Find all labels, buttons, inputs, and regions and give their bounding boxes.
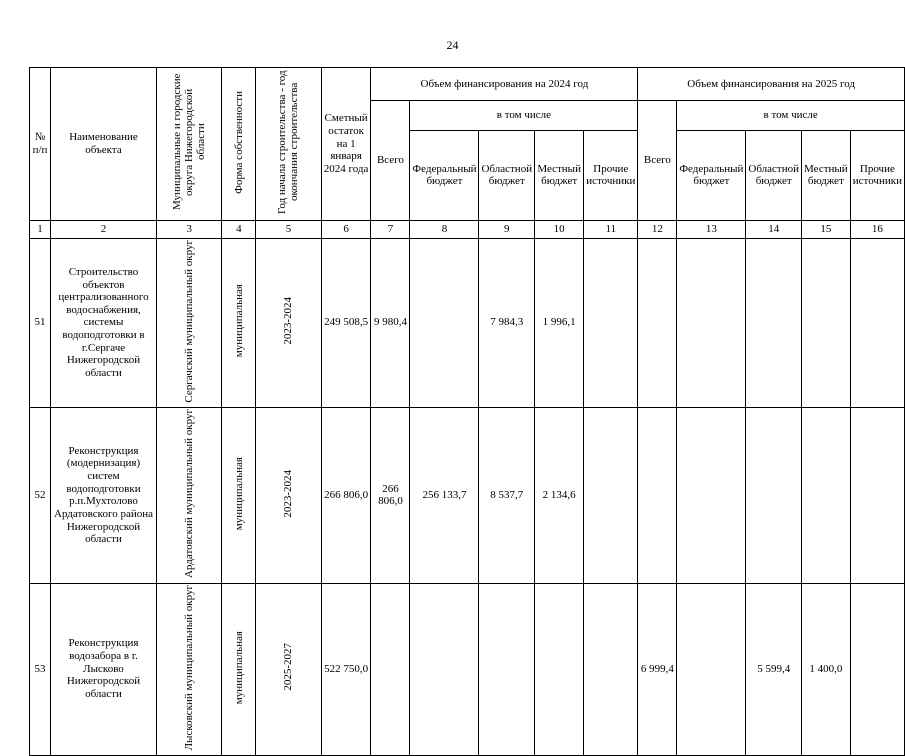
ownership: муниципальная	[232, 456, 245, 530]
remaining-cost: 249 508,5	[321, 238, 371, 407]
header-2024-federal: Федеральный бюджет	[410, 130, 479, 220]
header-row-1	[30, 68, 905, 101]
table-row	[30, 583, 905, 755]
fin-2024-federal	[410, 583, 479, 755]
ownership-cell	[222, 583, 256, 755]
municipality: Ардатовский муниципальный округ	[183, 408, 196, 578]
column-number: 8	[410, 220, 479, 238]
header-2025-including: в том числе	[677, 101, 905, 131]
header-2025-regional: Областной бюджет	[746, 130, 802, 220]
header-years: Год начала строительства - год окончания строительства	[276, 70, 301, 214]
fin-2024-other	[584, 238, 638, 407]
column-number: 9	[479, 220, 535, 238]
financing-table	[29, 67, 905, 756]
fin-2024-local: 1 996,1	[535, 238, 584, 407]
object-name: Реконструкция (модернизация) систем водоподготовки р.п.Мухтолово Ардатовского района Нижегородской области	[50, 407, 156, 583]
column-number: 10	[535, 220, 584, 238]
fin-2025-other	[850, 583, 904, 755]
municipality-cell	[157, 238, 222, 407]
header-fin-2024: Объем финансирования на 2024 год	[371, 68, 638, 101]
column-number: 16	[850, 220, 904, 238]
ownership-cell	[222, 238, 256, 407]
fin-2025-other	[850, 238, 904, 407]
header-2024-including: в том числе	[410, 101, 638, 131]
fin-2025-federal	[677, 583, 746, 755]
fin-2025-federal	[677, 407, 746, 583]
table-row	[30, 238, 905, 407]
fin-2025-total	[638, 407, 677, 583]
header-fin-2025: Объем финансирования на 2025 год	[638, 68, 905, 101]
fin-2024-total	[371, 583, 410, 755]
header-ownership-cell	[222, 68, 256, 221]
fin-2025-federal	[677, 238, 746, 407]
header-2024-total: Всего	[371, 101, 410, 221]
fin-2024-total: 266 806,0	[371, 407, 410, 583]
header-2024-regional: Областной бюджет	[479, 130, 535, 220]
header-remaining: Сметный остаток на 1 января 2024 года	[321, 68, 371, 221]
header-num: № п/п	[30, 68, 51, 221]
remaining-cost: 522 750,0	[321, 583, 371, 755]
column-number: 15	[802, 220, 851, 238]
municipality: Лысковский муниципальный округ	[183, 584, 196, 750]
column-number: 3	[157, 220, 222, 238]
page-number: 24	[446, 38, 459, 52]
column-number: 1	[30, 220, 51, 238]
fin-2025-local	[802, 238, 851, 407]
header-2025-federal: Федеральный бюджет	[677, 130, 746, 220]
object-name: Строительство объектов централизованного водоснабжения, системы водоподготовки в г.Сергаче Нижегородской области	[50, 238, 156, 407]
years: 2025-2027	[282, 643, 295, 692]
fin-2024-other	[584, 407, 638, 583]
ownership: муниципальная	[232, 284, 245, 358]
fin-2025-regional	[746, 407, 802, 583]
years: 2023-2024	[282, 297, 295, 345]
table-row	[30, 407, 905, 583]
column-number: 7	[371, 220, 410, 238]
fin-2025-regional: 5 599,4	[746, 583, 802, 755]
fin-2024-regional: 8 537,7	[479, 407, 535, 583]
header-2025-local: Местный бюджет	[802, 130, 851, 220]
row-num: 52	[30, 407, 51, 583]
header-2025-total: Всего	[638, 101, 677, 221]
fin-2024-regional	[479, 583, 535, 755]
remaining-cost: 266 806,0	[321, 407, 371, 583]
fin-2024-federal	[410, 238, 479, 407]
fin-2025-local: 1 400,0	[802, 583, 851, 755]
ownership: муниципальная	[232, 630, 245, 704]
header-2024-other: Прочие источники	[584, 130, 638, 220]
header-2024-local: Местный бюджет	[535, 130, 584, 220]
header-municipality: Муниципальные и городские округа Нижегородской области	[171, 73, 208, 211]
column-number: 5	[256, 220, 321, 238]
column-number: 2	[50, 220, 156, 238]
header-2025-other: Прочие источники	[850, 130, 904, 220]
row-num: 53	[30, 583, 51, 755]
fin-2025-local	[802, 407, 851, 583]
column-number-row	[30, 220, 905, 238]
years: 2023-2024	[282, 469, 295, 518]
column-number: 6	[321, 220, 371, 238]
fin-2024-other	[584, 583, 638, 755]
column-number: 13	[677, 220, 746, 238]
municipality-cell	[157, 407, 222, 583]
years-cell	[256, 238, 321, 407]
header-municipality-cell	[157, 68, 222, 221]
object-name: Реконструкция водозабора в г. Лысково Нижегородской области	[50, 583, 156, 755]
fin-2024-local	[535, 583, 584, 755]
fin-2025-total: 6 999,4	[638, 583, 677, 755]
column-number: 14	[746, 220, 802, 238]
fin-2024-local: 2 134,6	[535, 407, 584, 583]
header-name: Наименование объекта	[50, 68, 156, 221]
fin-2024-total: 9 980,4	[371, 238, 410, 407]
municipality: Сергачский муниципальный округ	[183, 239, 196, 403]
header-ownership: Форма собственности	[232, 90, 245, 194]
fin-2025-regional	[746, 238, 802, 407]
row-num: 51	[30, 238, 51, 407]
fin-2025-other	[850, 407, 904, 583]
years-cell	[256, 583, 321, 755]
column-number: 4	[222, 220, 256, 238]
fin-2025-total	[638, 238, 677, 407]
fin-2024-federal: 256 133,7	[410, 407, 479, 583]
header-years-cell	[256, 68, 321, 221]
ownership-cell	[222, 407, 256, 583]
column-number: 11	[584, 220, 638, 238]
column-number: 12	[638, 220, 677, 238]
fin-2024-regional: 7 984,3	[479, 238, 535, 407]
municipality-cell	[157, 583, 222, 755]
years-cell	[256, 407, 321, 583]
